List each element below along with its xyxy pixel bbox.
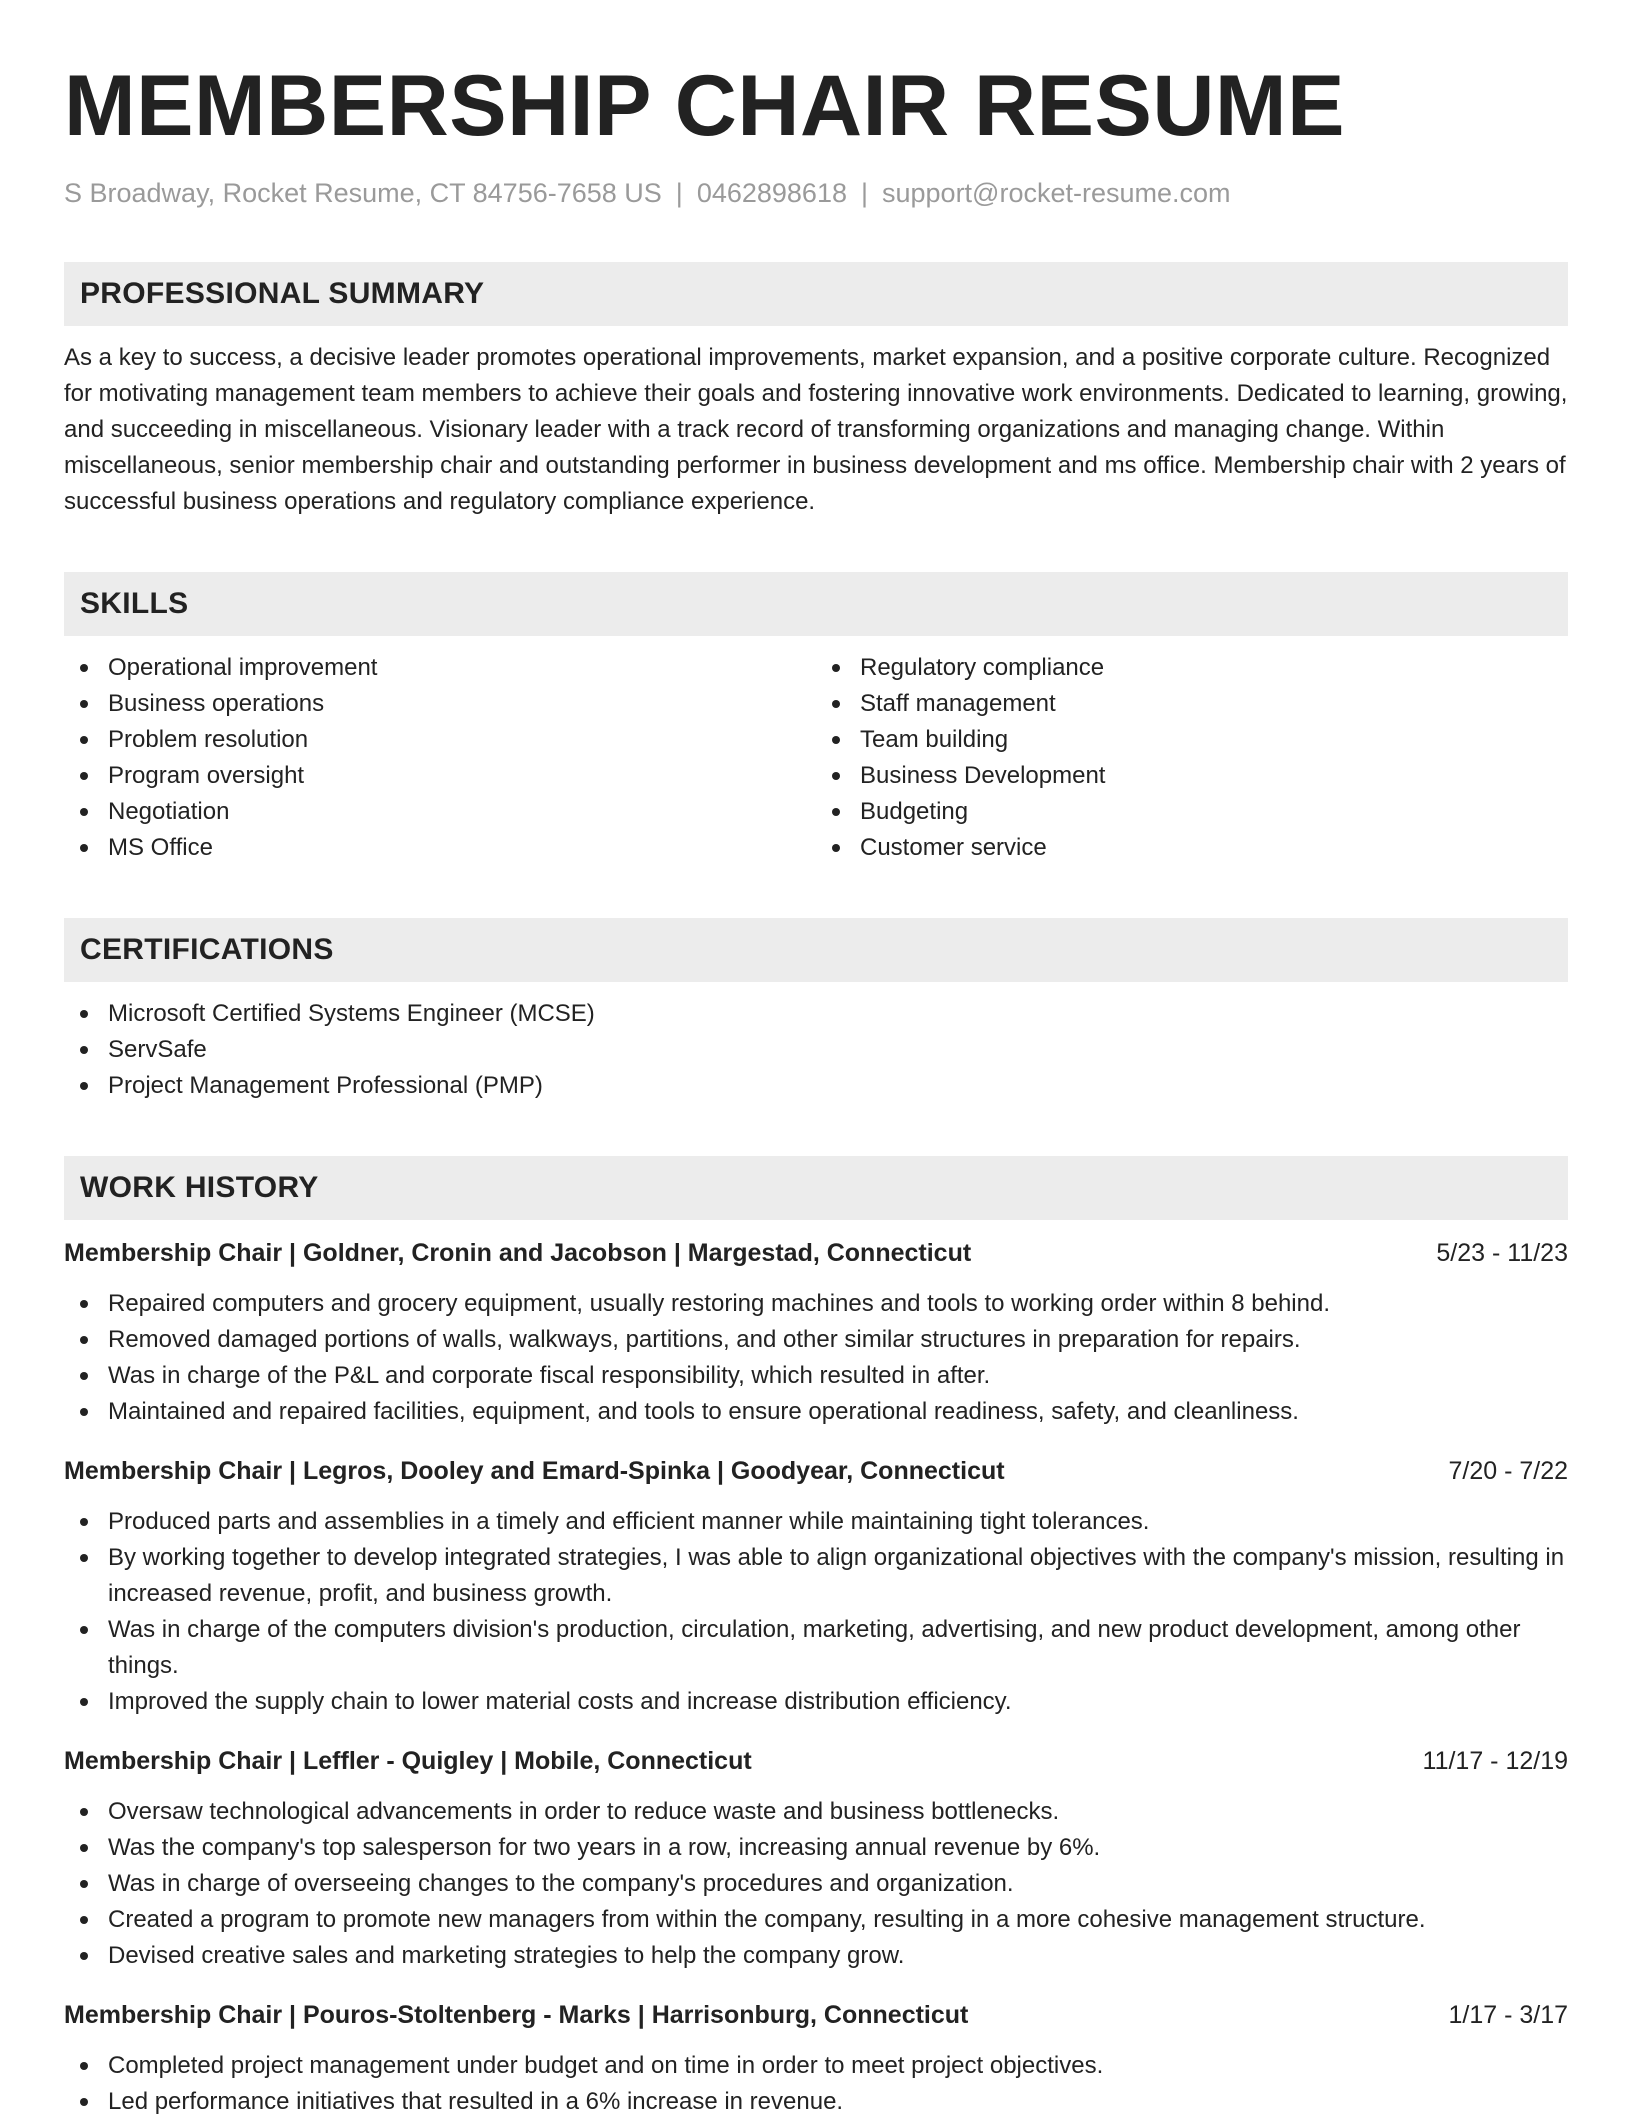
job-header — [64, 1234, 1568, 1272]
skill-item: Staff management — [816, 686, 1568, 722]
certification-item: Project Management Professional (PMP) — [64, 1068, 1568, 1104]
job-header — [64, 1742, 1568, 1780]
job-dates: 11/17 - 12/19 — [1422, 1747, 1568, 1775]
job-dates: 1/17 - 3/17 — [1448, 2001, 1568, 2029]
job-title: Membership Chair | Goldner, Cronin and Jacobson | Margestad, Connecticut — [64, 1239, 972, 1267]
skill-item: Customer service — [816, 830, 1568, 866]
job-bullet: Was the company's top salesperson for two years in a row, increasing annual revenue by 6%. — [64, 1830, 1568, 1866]
skill-item: Operational improvement — [64, 650, 816, 686]
job-bullet: Was in charge of the computers division's production, circulation, marketing, advertising, and new product development, among other things. — [64, 1612, 1568, 1684]
skill-item: Problem resolution — [64, 722, 816, 758]
job-bullet: Maintained and repaired facilities, equipment, and tools to ensure operational readiness, safety, and cleanliness. — [64, 1394, 1568, 1430]
skill-item: Program oversight — [64, 758, 816, 794]
job-bullet: Created a program to promote new managers from within the company, resulting in a more cohesive management structure. — [64, 1902, 1568, 1938]
section-heading-summary: PROFESSIONAL SUMMARY — [64, 262, 1568, 326]
job-bullet: Removed damaged portions of walls, walkways, partitions, and other similar structures in preparation for repairs. — [64, 1322, 1568, 1358]
certifications-list — [64, 996, 1568, 1104]
section-heading-skills: SKILLS — [64, 572, 1568, 636]
skills-columns — [64, 650, 1568, 866]
job-header — [64, 1996, 1568, 2034]
job-bullets — [64, 1504, 1568, 1720]
job-entry — [64, 1742, 1568, 1974]
job-bullet: Completed project management under budget and on time in order to meet project objectives. — [64, 2048, 1568, 2084]
job-bullet: Was in charge of overseeing changes to the company's procedures and organization. — [64, 1866, 1568, 1902]
skill-item: Team building — [816, 722, 1568, 758]
job-bullet: Repaired computers and grocery equipment, usually restoring machines and tools to working order within 8 behind. — [64, 1286, 1568, 1322]
skill-item: Business Development — [816, 758, 1568, 794]
job-bullet: By working together to develop integrated strategies, I was able to align organizational objectives with the company's mission, resulting in increased revenue, profit, and business growth. — [64, 1540, 1568, 1612]
summary-text: As a key to success, a decisive leader promotes operational improvements, market expansion, and a positive corporate culture. Recognized for motivating management team members to achieve their goals and fostering innovative work environments. Dedicated to learning, growing, and succeeding in miscellaneous. Visionary leader with a track record of transforming organizations and managing change. Within miscellaneous, senior membership chair and outstanding performer in business development and ms office. Membership chair with 2 years of successful business operations and regulatory compliance experience. — [64, 344, 1568, 515]
job-bullet: Led performance initiatives that resulted in a 6% increase in revenue. — [64, 2084, 1568, 2120]
job-title: Membership Chair | Pouros-Stoltenberg - Marks | Harrisonburg, Connecticut — [64, 2001, 969, 2029]
job-entry — [64, 1452, 1568, 1720]
job-dates: 5/23 - 11/23 — [1436, 1239, 1568, 1267]
skill-item: MS Office — [64, 830, 816, 866]
job-bullet: Oversaw technological advancements in order to reduce waste and business bottlenecks. — [64, 1794, 1568, 1830]
skills-list-left — [64, 650, 816, 866]
certification-item: ServSafe — [64, 1032, 1568, 1068]
certification-item: Microsoft Certified Systems Engineer (MCSE) — [64, 996, 1568, 1032]
contact-separator: | — [675, 178, 683, 208]
skills-list-right — [816, 650, 1568, 866]
contact-line — [64, 176, 1568, 210]
job-title: Membership Chair | Leffler - Quigley | Mobile, Connecticut — [64, 1747, 752, 1775]
skill-item: Regulatory compliance — [816, 650, 1568, 686]
skill-item: Budgeting — [816, 794, 1568, 830]
job-header — [64, 1452, 1568, 1490]
job-entry — [64, 1996, 1568, 2120]
contact-phone: 0462898618 — [696, 178, 847, 208]
contact-separator: | — [860, 178, 868, 208]
job-bullet: Produced parts and assemblies in a timely and efficient manner while maintaining tight tolerances. — [64, 1504, 1568, 1540]
skill-item: Business operations — [64, 686, 816, 722]
skill-item: Negotiation — [64, 794, 816, 830]
job-bullet: Was in charge of the P&L and corporate fiscal responsibility, which resulted in after. — [64, 1358, 1568, 1394]
section-heading-work-history: WORK HISTORY — [64, 1156, 1568, 1220]
job-bullet: Devised creative sales and marketing strategies to help the company grow. — [64, 1938, 1568, 1974]
contact-email: support@rocket-resume.com — [882, 178, 1231, 208]
section-heading-certifications: CERTIFICATIONS — [64, 918, 1568, 982]
job-bullets — [64, 1286, 1568, 1430]
contact-address: S Broadway, Rocket Resume, CT 84756-7658 US — [64, 178, 662, 208]
job-entry — [64, 1234, 1568, 1430]
job-dates: 7/20 - 7/22 — [1448, 1457, 1568, 1485]
job-bullets — [64, 1794, 1568, 1974]
job-title: Membership Chair | Legros, Dooley and Emard-Spinka | Goodyear, Connecticut — [64, 1457, 1005, 1485]
job-bullet: Improved the supply chain to lower material costs and increase distribution efficiency. — [64, 1684, 1568, 1720]
job-bullets — [64, 2048, 1568, 2120]
resume-title: MEMBERSHIP CHAIR RESUME — [64, 58, 1345, 154]
